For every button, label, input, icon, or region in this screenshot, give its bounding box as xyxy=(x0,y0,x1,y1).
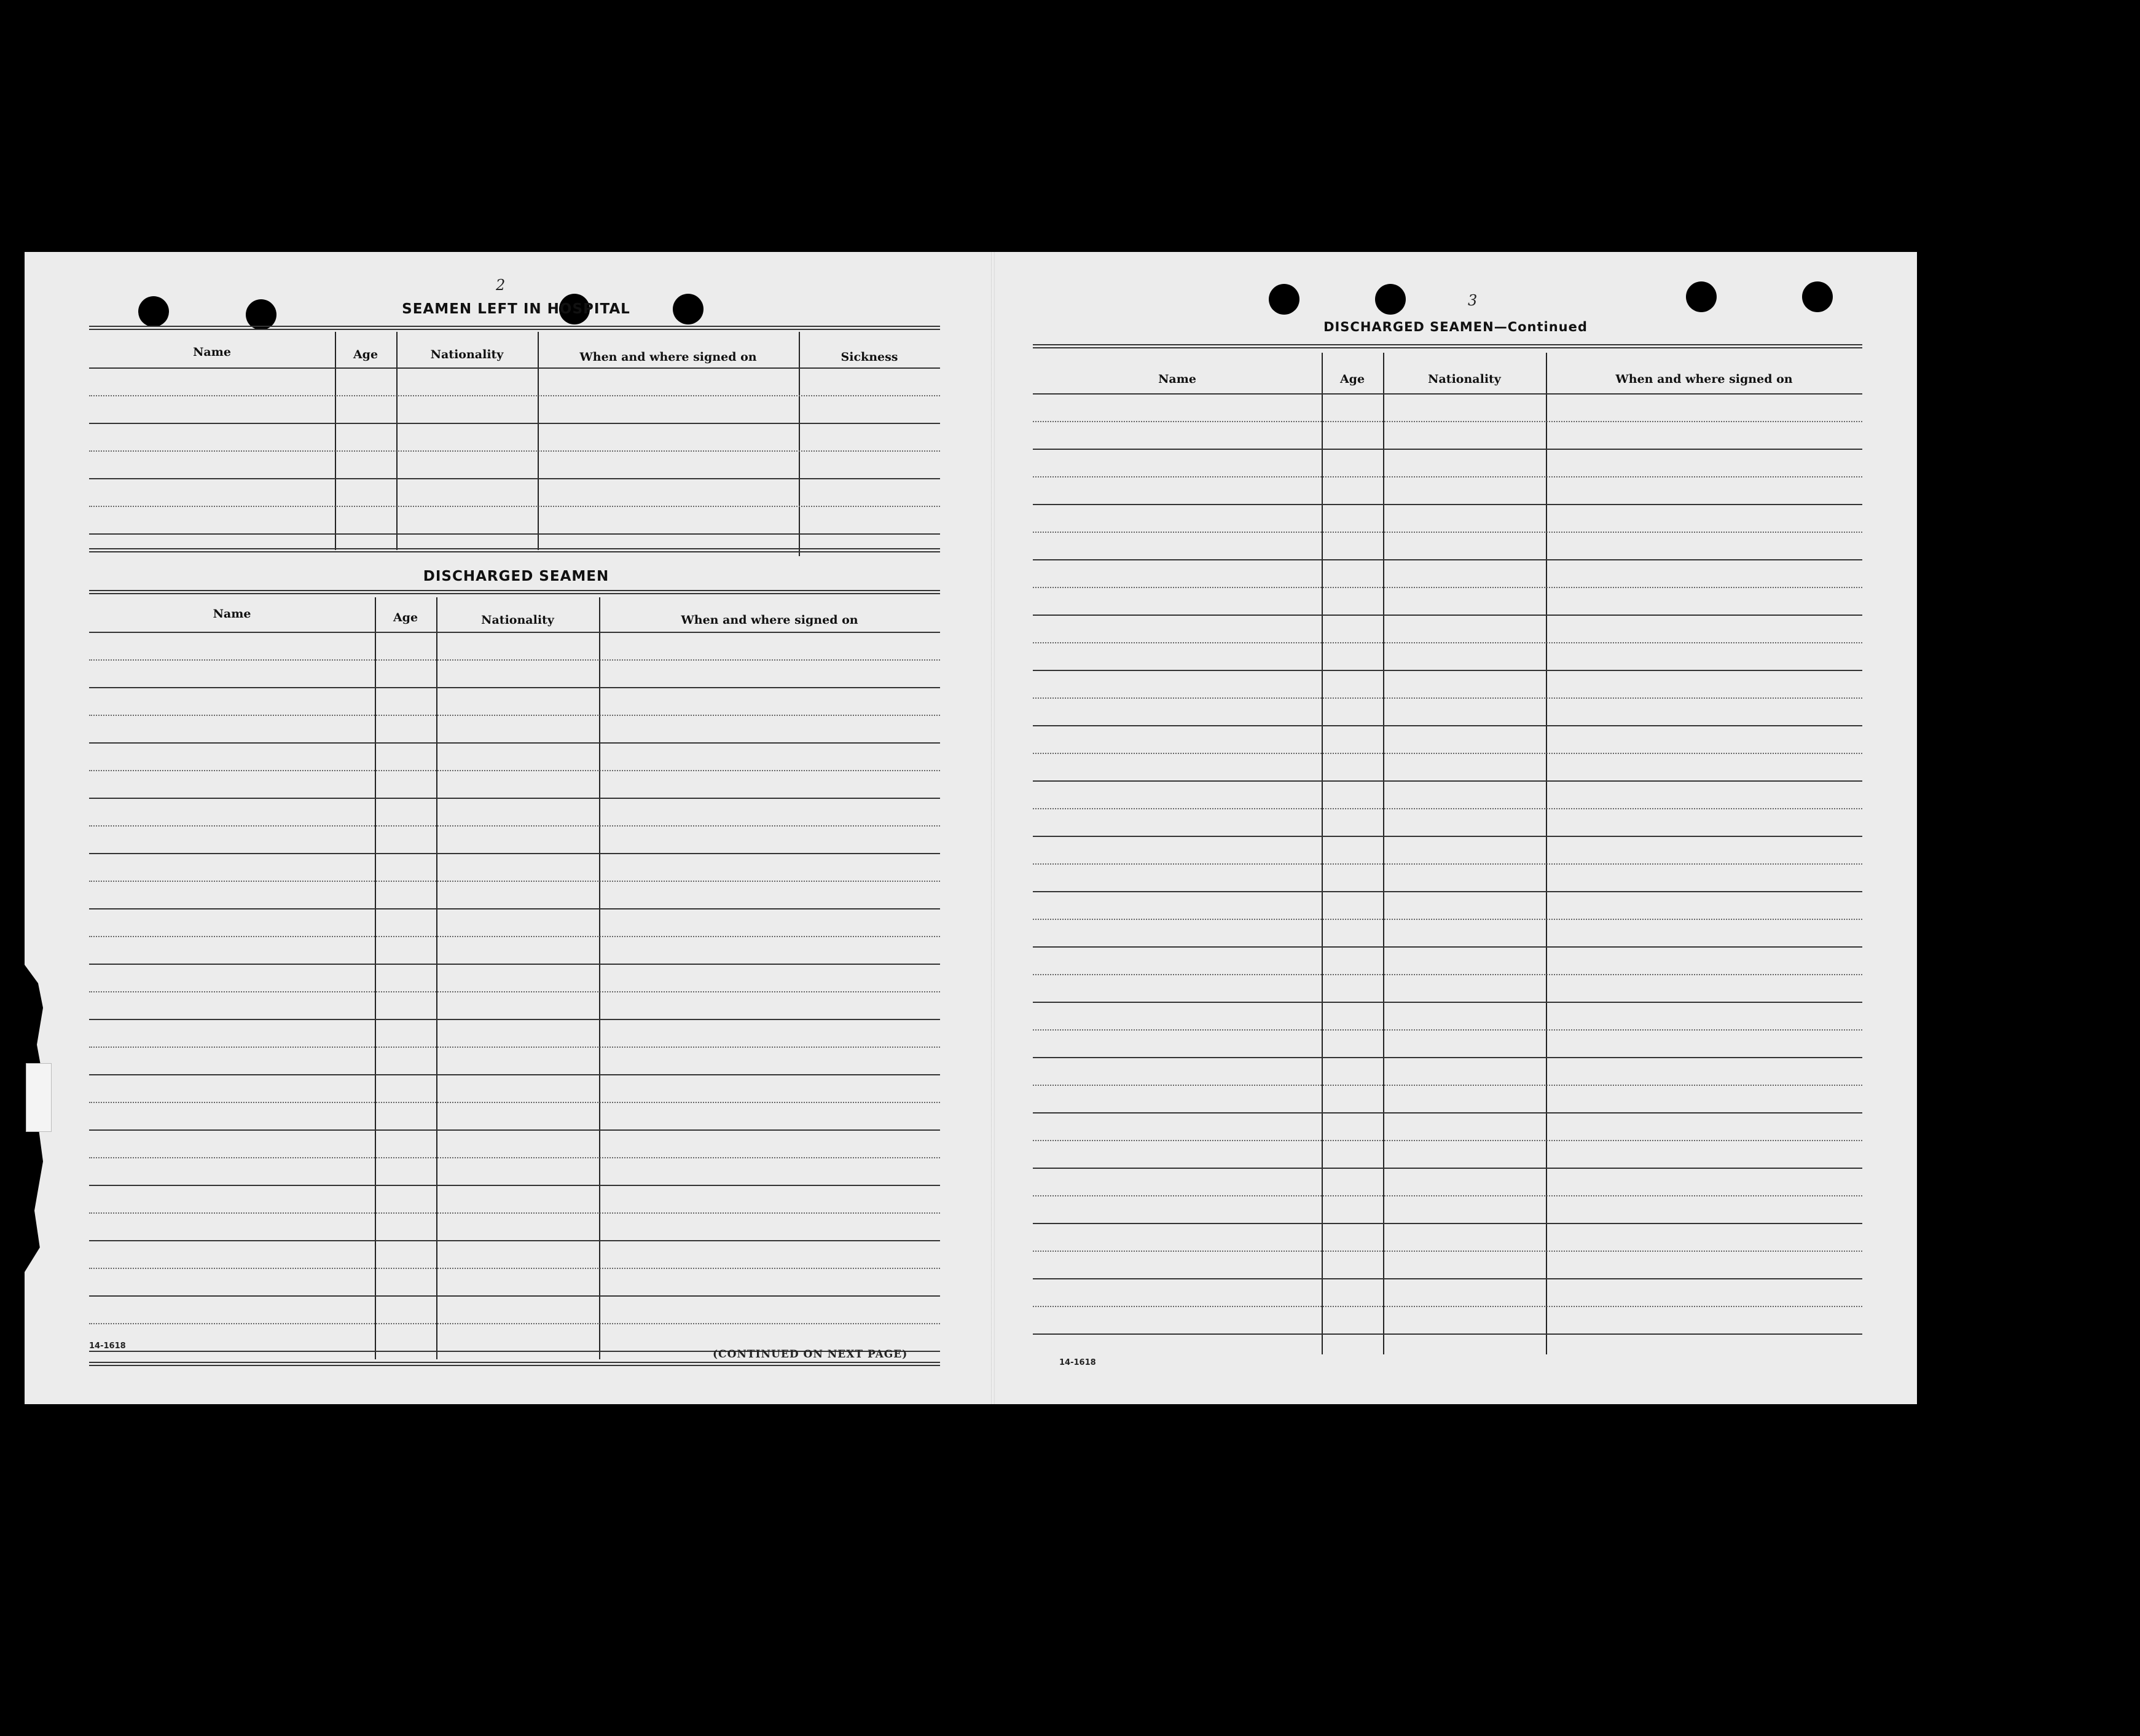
ruled-line xyxy=(1033,504,1862,505)
column-header-nationality: Nationality xyxy=(430,348,504,361)
ruled-line xyxy=(1033,1223,1862,1224)
ruled-line xyxy=(89,423,940,424)
ruled-line xyxy=(89,964,940,965)
ruled-line xyxy=(1033,1029,1862,1031)
table-top-rule xyxy=(89,590,940,594)
ruled-line xyxy=(1033,1306,1862,1307)
ruled-line xyxy=(89,1074,940,1075)
ruled-line xyxy=(89,395,940,396)
ruled-line xyxy=(89,991,940,992)
ruled-line xyxy=(89,1129,940,1131)
ruled-line xyxy=(1033,1195,1862,1196)
column-header-nationality: Nationality xyxy=(1428,372,1501,386)
column-divider xyxy=(538,332,539,550)
ruled-line xyxy=(1033,670,1862,671)
column-header-nationality: Nationality xyxy=(481,613,554,627)
table-bottom-rule xyxy=(89,548,940,552)
ruled-line xyxy=(1033,532,1862,533)
ruled-line xyxy=(1033,1278,1862,1279)
left-page xyxy=(25,252,991,1404)
ruled-line xyxy=(89,1212,940,1214)
table-top-rule xyxy=(89,326,940,330)
ruled-line xyxy=(89,825,940,827)
ruled-line xyxy=(1033,1333,1862,1335)
hospital-table xyxy=(89,326,940,547)
column-header-name: Name xyxy=(193,345,231,359)
ruled-line xyxy=(89,715,940,716)
discharged-section-title: DISCHARGED SEAMEN xyxy=(423,568,609,584)
ruled-line xyxy=(89,506,940,507)
ruled-line xyxy=(89,1240,940,1241)
ruled-line xyxy=(89,1102,940,1103)
ruled-line xyxy=(1033,974,1862,975)
ruled-line xyxy=(89,742,940,744)
continued-note: (CONTINUED ON NEXT PAGE) xyxy=(713,1348,908,1361)
ruled-line xyxy=(1033,587,1862,588)
ruled-line xyxy=(89,533,940,535)
ruled-line xyxy=(89,1157,940,1158)
ruled-line xyxy=(89,450,940,452)
ruled-line xyxy=(1033,863,1862,865)
ruled-line xyxy=(1033,946,1862,948)
column-divider xyxy=(599,597,600,1359)
column-header-signed-on: When and where signed on xyxy=(579,350,757,364)
ruled-line xyxy=(1033,919,1862,920)
ruled-line xyxy=(1033,697,1862,699)
ruled-line xyxy=(89,770,940,771)
ruled-line xyxy=(89,367,940,369)
form-number: 14-1618 xyxy=(89,1341,126,1351)
ruled-line xyxy=(89,853,940,854)
ruled-line xyxy=(1033,1057,1862,1058)
ruled-line xyxy=(1033,1085,1862,1086)
form-number: 14-1618 xyxy=(1059,1358,1096,1367)
column-header-signed-on: When and where signed on xyxy=(681,613,858,627)
column-divider xyxy=(335,332,336,550)
column-header-sickness: Sickness xyxy=(841,350,898,364)
ruled-line xyxy=(1033,1168,1862,1169)
column-divider xyxy=(1546,353,1547,1354)
continued-section-title: DISCHARGED SEAMEN—Continued xyxy=(1323,320,1588,334)
table-bottom-rule xyxy=(89,1362,940,1366)
ruled-line xyxy=(1033,1251,1862,1252)
ruled-line xyxy=(1033,476,1862,477)
column-divider xyxy=(436,597,437,1359)
ruled-line xyxy=(89,659,940,661)
column-header-age: Age xyxy=(353,348,378,361)
column-divider xyxy=(396,332,398,550)
ruled-line xyxy=(1033,725,1862,726)
continued-table xyxy=(1033,344,1862,1364)
ruled-line xyxy=(1033,1112,1862,1113)
ruled-line xyxy=(89,908,940,909)
column-header-age: Age xyxy=(393,611,418,624)
ruled-line xyxy=(1033,780,1862,782)
ruled-line xyxy=(89,1047,940,1048)
column-divider xyxy=(799,332,800,556)
ruled-line xyxy=(1033,449,1862,450)
ruled-line xyxy=(1033,393,1862,395)
ruled-line xyxy=(1033,642,1862,643)
ruled-line xyxy=(1033,1140,1862,1141)
ruled-line xyxy=(89,687,940,688)
column-header-name: Name xyxy=(1158,372,1196,386)
ruled-line xyxy=(89,798,940,799)
column-header-name: Name xyxy=(213,607,251,621)
page-number: 3 xyxy=(1468,292,1478,309)
ruled-line xyxy=(1033,808,1862,809)
page-number: 2 xyxy=(496,277,506,294)
column-divider xyxy=(1383,353,1384,1354)
column-divider xyxy=(375,597,376,1359)
ruled-line xyxy=(1033,421,1862,422)
table-top-rule xyxy=(1033,344,1862,348)
column-divider xyxy=(1322,353,1323,1354)
ruled-line xyxy=(89,881,940,882)
ruled-line xyxy=(89,1268,940,1269)
ruled-line xyxy=(89,478,940,479)
hospital-section-title: SEAMEN LEFT IN HOSPITAL xyxy=(402,301,630,317)
ruled-line xyxy=(89,1323,940,1324)
ruled-line xyxy=(89,1185,940,1186)
ruled-line xyxy=(1033,891,1862,892)
ruled-line xyxy=(1033,1002,1862,1003)
ruled-line xyxy=(1033,559,1862,560)
ruled-line xyxy=(89,936,940,937)
column-header-age: Age xyxy=(1339,372,1365,386)
document-sheet xyxy=(25,252,1917,1404)
column-header-signed-on: When and where signed on xyxy=(1615,372,1793,386)
ruled-line xyxy=(1033,836,1862,837)
right-page xyxy=(995,252,1917,1404)
ruled-line xyxy=(89,1295,940,1297)
ruled-line xyxy=(1033,753,1862,754)
ruled-line xyxy=(1033,615,1862,616)
ruled-line xyxy=(89,1019,940,1020)
ruled-line xyxy=(89,632,940,633)
discharged-table xyxy=(89,590,940,1383)
